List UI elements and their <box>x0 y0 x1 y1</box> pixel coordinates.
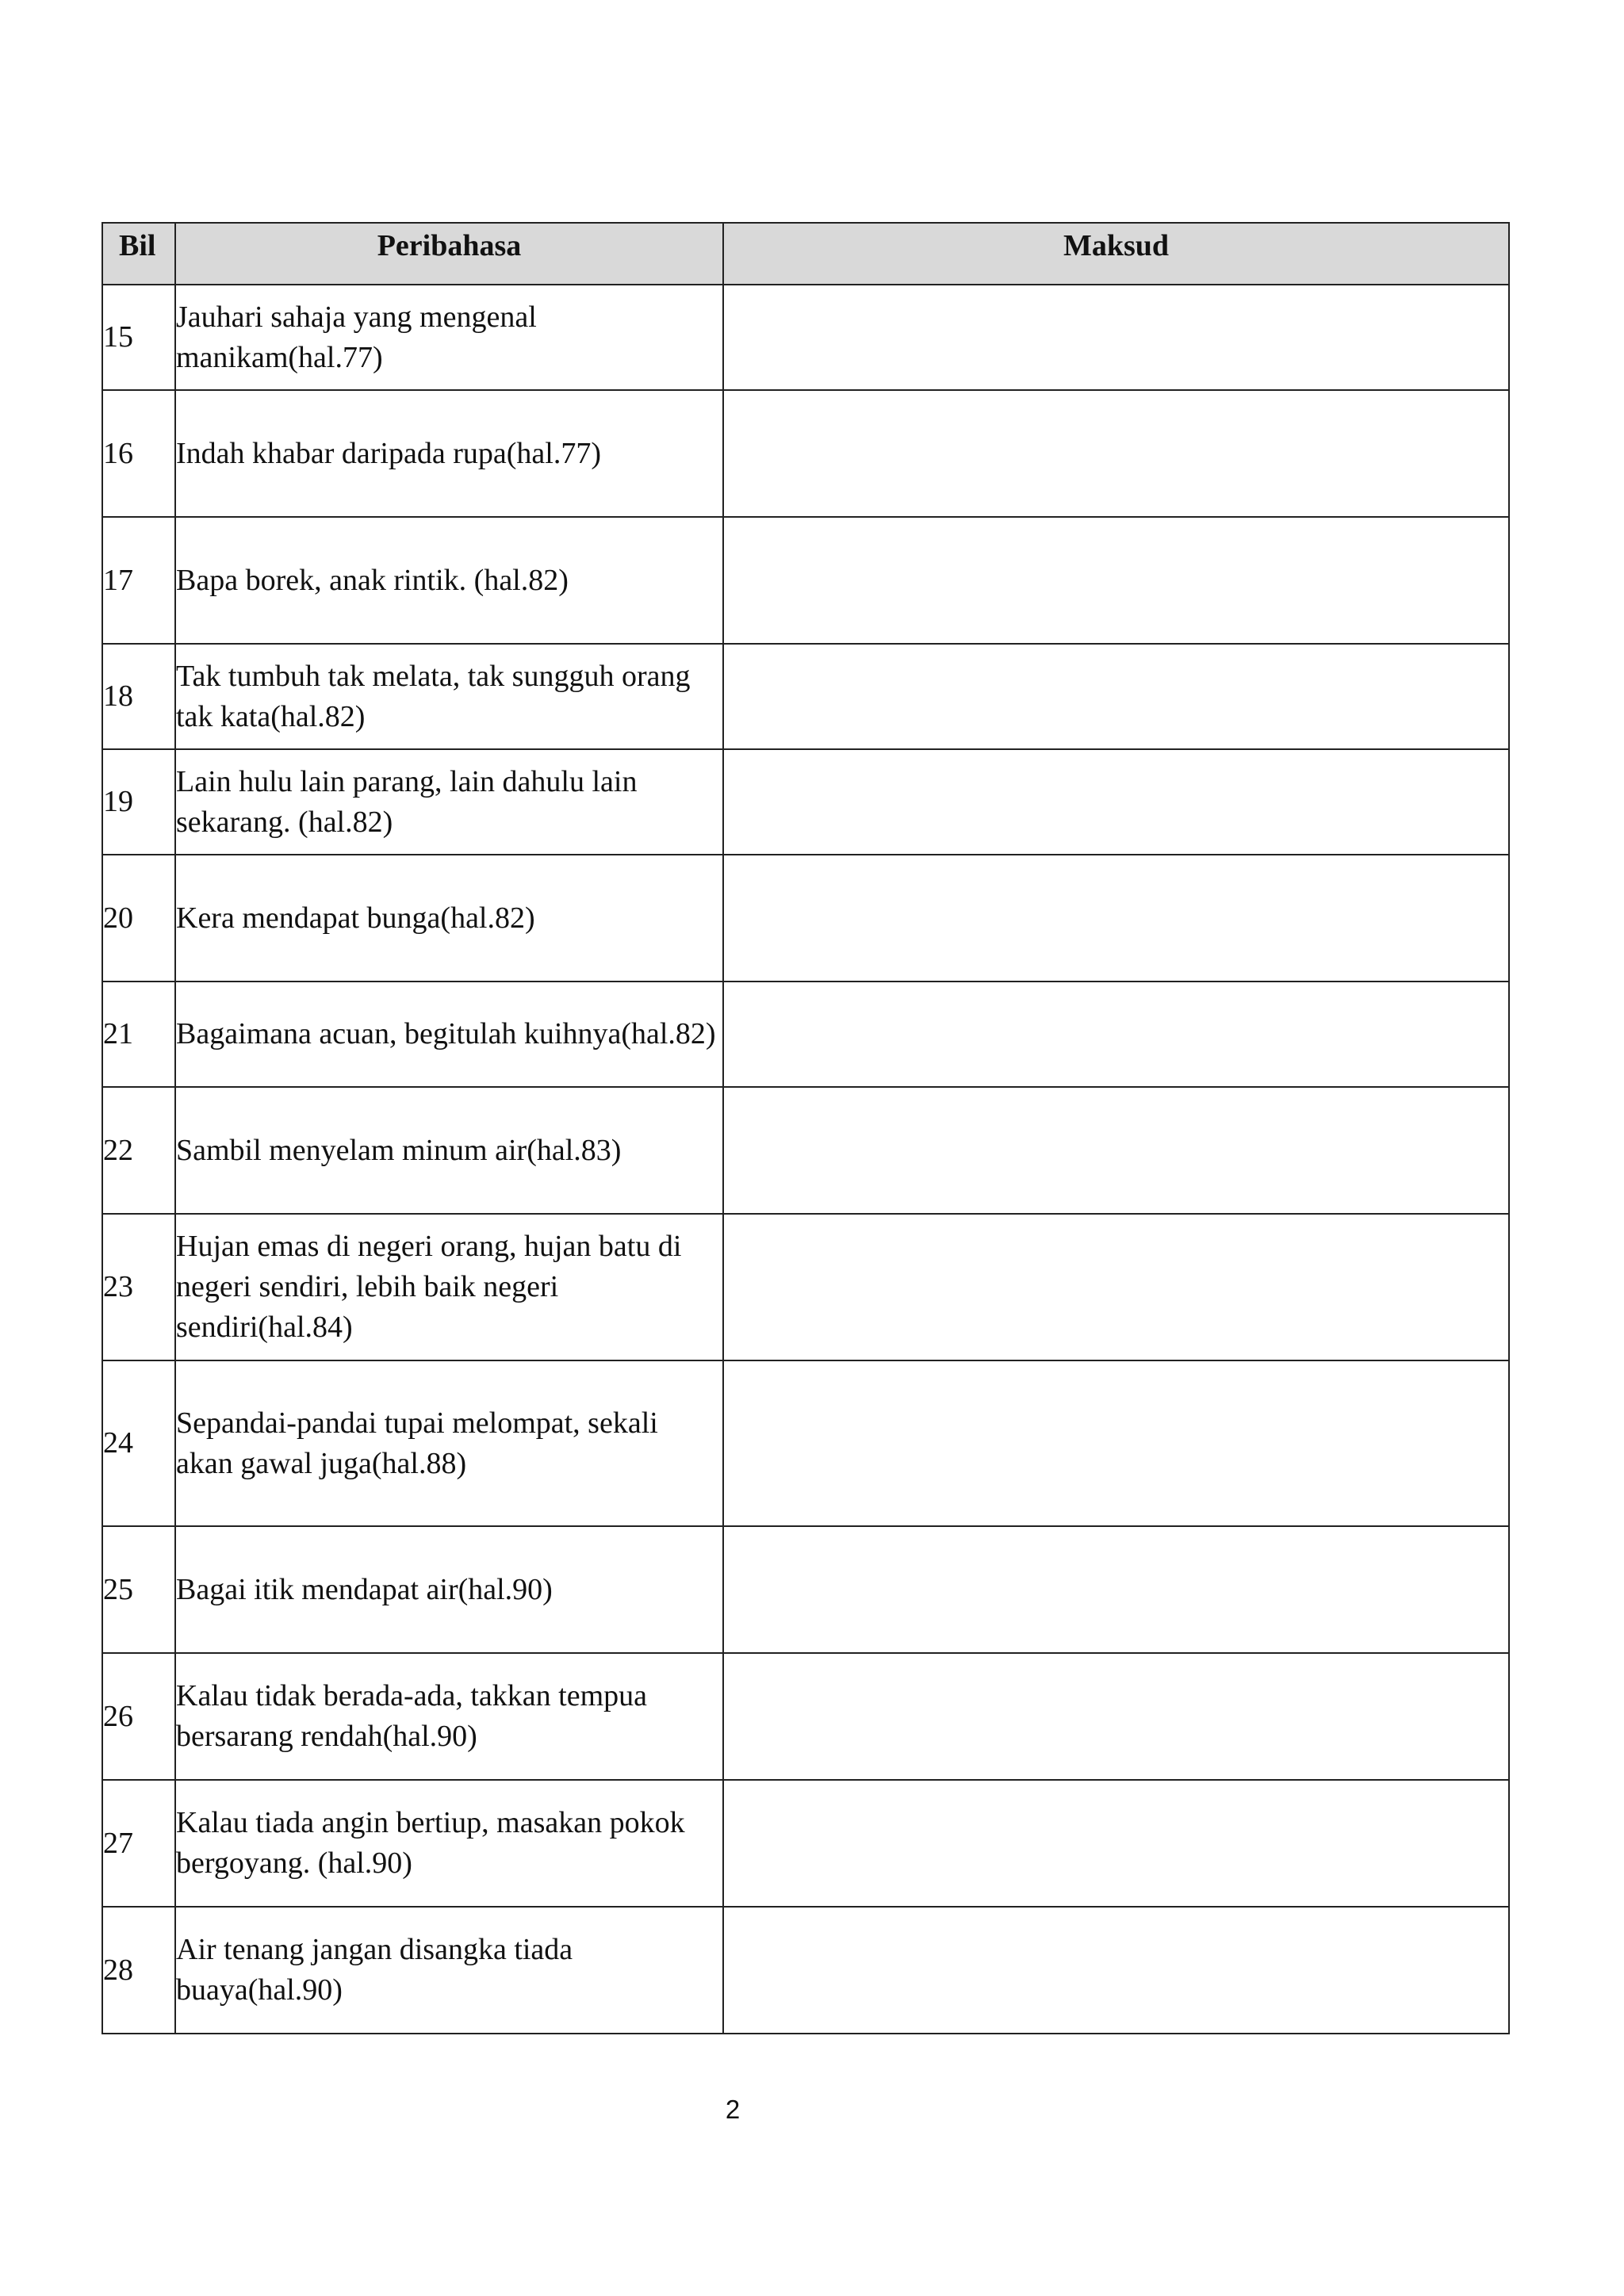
header-bil: Bil <box>102 223 175 285</box>
peribahasa-text: Tak tumbuh tak melata, tak sungguh orang tak kata(hal.82) <box>176 659 691 733</box>
peribahasa-text: Hujan emas di negeri orang, hujan batu di negeri sendiri, lebih baik negeri sendiri(hal.84) <box>176 1230 682 1344</box>
peribahasa-text: Kalau tidak berada-ada, takkan tempua bersarang rendah(hal.90) <box>176 1679 647 1753</box>
peribahasa-table <box>102 222 1510 2034</box>
peribahasa-cell <box>175 1087 723 1214</box>
maksud-answer-cell[interactable] <box>723 1780 1509 1907</box>
maksud-answer-cell[interactable] <box>723 517 1509 644</box>
maksud-answer-cell[interactable] <box>723 1360 1509 1526</box>
peribahasa-text: Sepandai-pandai tupai melompat, sekali akan gawal juga(hal.88) <box>176 1406 658 1480</box>
table-row <box>102 285 1509 390</box>
table-row <box>102 1653 1509 1780</box>
row-number: 23 <box>102 1214 175 1360</box>
peribahasa-text: Jauhari sahaja yang mengenal manikam(hal.77) <box>176 300 537 374</box>
peribahasa-cell <box>175 1780 723 1907</box>
peribahasa-text: Sambil menyelam minum air(hal.83) <box>176 1133 622 1167</box>
header-peribahasa: Peribahasa <box>175 223 723 285</box>
row-number: 18 <box>102 644 175 749</box>
table-row <box>102 1780 1509 1907</box>
header-maksud: Maksud <box>723 223 1509 285</box>
maksud-answer-cell[interactable] <box>723 1526 1509 1653</box>
maksud-answer-cell[interactable] <box>723 285 1509 390</box>
peribahasa-cell <box>175 517 723 644</box>
row-number: 28 <box>102 1907 175 2034</box>
peribahasa-cell <box>175 855 723 982</box>
peribahasa-cell <box>175 390 723 517</box>
peribahasa-cell <box>175 982 723 1087</box>
table-row <box>102 1526 1509 1653</box>
maksud-answer-cell[interactable] <box>723 1907 1509 2034</box>
peribahasa-text: Bagaimana acuan, begitulah kuihnya(hal.82) <box>176 1017 716 1050</box>
row-number: 24 <box>102 1360 175 1526</box>
table-row <box>102 390 1509 517</box>
peribahasa-cell <box>175 285 723 390</box>
maksud-answer-cell[interactable] <box>723 749 1509 855</box>
page-number: 2 <box>725 2095 741 2124</box>
peribahasa-cell <box>175 1214 723 1360</box>
peribahasa-cell <box>175 1526 723 1653</box>
table-row <box>102 855 1509 982</box>
maksud-answer-cell[interactable] <box>723 1087 1509 1214</box>
row-number: 20 <box>102 855 175 982</box>
table-row <box>102 982 1509 1087</box>
row-number: 16 <box>102 390 175 517</box>
peribahasa-text: Kera mendapat bunga(hal.82) <box>176 901 535 935</box>
maksud-answer-cell[interactable] <box>723 855 1509 982</box>
peribahasa-cell <box>175 1360 723 1526</box>
peribahasa-text: Bagai itik mendapat air(hal.90) <box>176 1572 553 1606</box>
peribahasa-text: Lain hulu lain parang, lain dahulu lain sekarang. (hal.82) <box>176 764 638 839</box>
table-row <box>102 1087 1509 1214</box>
peribahasa-cell <box>175 644 723 749</box>
table-body <box>102 285 1509 2034</box>
table-header-row <box>102 223 1509 285</box>
table-row <box>102 749 1509 855</box>
table-row <box>102 1907 1509 2034</box>
row-number: 26 <box>102 1653 175 1780</box>
peribahasa-text: Air tenang jangan disangka tiada buaya(hal.90) <box>176 1933 573 2007</box>
table-row <box>102 644 1509 749</box>
maksud-answer-cell[interactable] <box>723 1214 1509 1360</box>
maksud-answer-cell[interactable] <box>723 1653 1509 1780</box>
maksud-answer-cell[interactable] <box>723 644 1509 749</box>
peribahasa-cell <box>175 1907 723 2034</box>
table-row <box>102 1214 1509 1360</box>
row-number: 21 <box>102 982 175 1087</box>
table-row <box>102 1360 1509 1526</box>
peribahasa-cell <box>175 749 723 855</box>
maksud-answer-cell[interactable] <box>723 390 1509 517</box>
peribahasa-text: Bapa borek, anak rintik. (hal.82) <box>176 563 569 597</box>
row-number: 19 <box>102 749 175 855</box>
row-number: 15 <box>102 285 175 390</box>
peribahasa-text: Indah khabar daripada rupa(hal.77) <box>176 436 601 470</box>
row-number: 22 <box>102 1087 175 1214</box>
peribahasa-text: Kalau tiada angin bertiup, masakan pokok bergoyang. (hal.90) <box>176 1806 685 1880</box>
row-number: 27 <box>102 1780 175 1907</box>
maksud-answer-cell[interactable] <box>723 982 1509 1087</box>
peribahasa-cell <box>175 1653 723 1780</box>
row-number: 25 <box>102 1526 175 1653</box>
table-row <box>102 517 1509 644</box>
table-header <box>102 223 1509 285</box>
row-number: 17 <box>102 517 175 644</box>
